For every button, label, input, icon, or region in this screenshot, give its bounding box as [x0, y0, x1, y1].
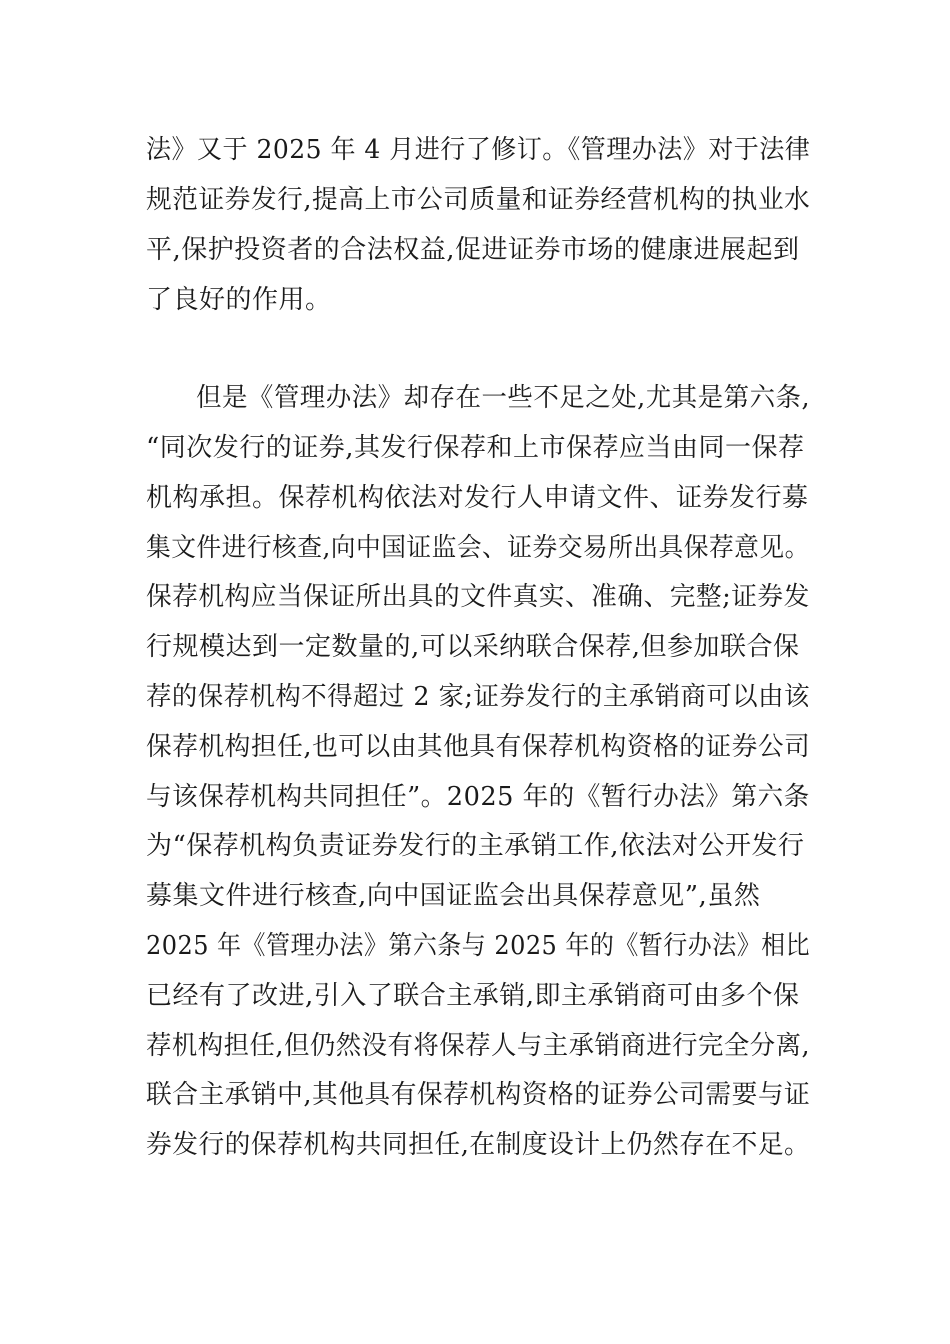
paragraph-line: 2025 年《管理办法》第六条与 2025 年的《暂行办法》相比 [146, 931, 811, 961]
paragraph-line: 荐机构担任,但仍然没有将保荐人与主承销商进行完全分离, [146, 1031, 811, 1061]
paragraph-line: 集文件进行核查,向中国证监会、证券交易所出具保荐意见。 [146, 533, 810, 563]
paragraph-line: 保荐机构应当保证所出具的文件真实、准确、完整;证券发 [146, 582, 810, 612]
paragraph-line: 平,保护投资者的合法权益,促进证券市场的健康进展起到 [146, 235, 800, 265]
paragraph-line: 联合主承销中,其他具有保荐机构资格的证券公司需要与证 [146, 1080, 811, 1110]
paragraph-line: “同次发行的证券,其发行保荐和上市保荐应当由同一保荐 [146, 433, 805, 463]
paragraph-line: 保荐机构担任,也可以由其他具有保荐机构资格的证券公司 [146, 732, 811, 762]
paragraph-line: 券发行的保荐机构共同担任,在制度设计上仍然存在不足。 [146, 1130, 811, 1160]
paragraph-line: 募集文件进行核查,向中国证监会出具保荐意见”,虽然 [146, 881, 761, 911]
paragraph-line: 行规模达到一定数量的,可以采纳联合保荐,但参加联合保 [146, 632, 800, 662]
paragraph-line: 已经有了改进,引入了联合主承销,即主承销商可由多个保 [146, 981, 800, 1011]
paragraph-line: 荐的保荐机构不得超过 2 家;证券发行的主承销商可以由该 [146, 682, 810, 712]
paragraph-line: 规范证券发行,提高上市公司质量和证券经营机构的执业水 [146, 185, 811, 215]
paragraph-line: 与该保荐机构共同担任”。2025 年的《暂行办法》第六条 [146, 782, 810, 812]
paragraph-line: 为“保荐机构负责证券发行的主承销工作,依法对公开发行 [146, 831, 805, 861]
paragraph-line: 但是《管理办法》却存在一些不足之处,尤其是第六条, [196, 383, 811, 413]
paragraph-line: 法》又于 2025 年 4 月进行了修订。《管理办法》对于法律 [146, 135, 811, 165]
paragraph-line: 了良好的作用。 [146, 285, 332, 315]
paragraph-line: 机构承担。保荐机构依法对发行人申请文件、证券发行募 [146, 483, 809, 513]
